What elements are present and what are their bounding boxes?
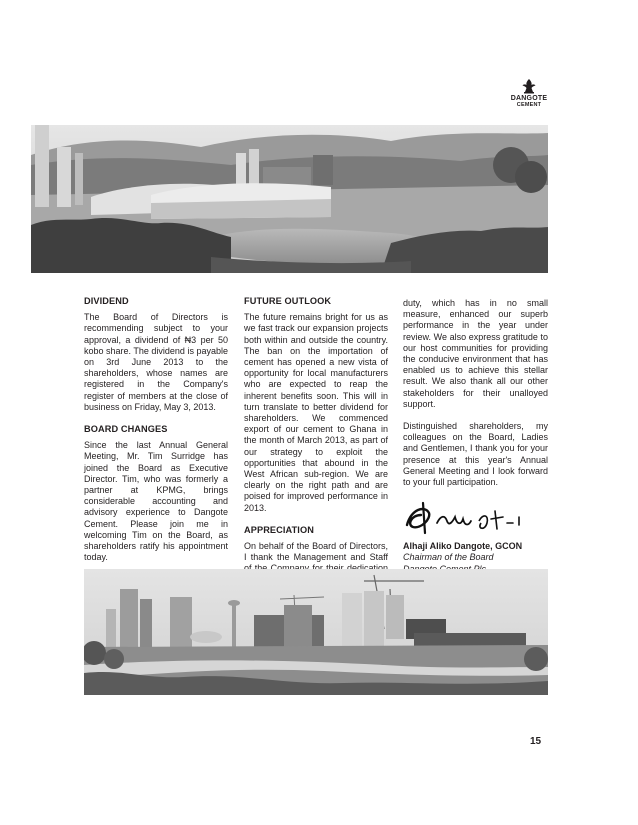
paragraph-future-outlook: The future remains bright for us as we fast track our expansion projects both within and outside the country. The ban on the importation of cement has opened a new vista of opportunity for local manufacturers who are expected to reap the inherent benefits soon. This will in turn translate to better dividend for shareholders. We commenced export of our cement to Ghana in the month of March 2013, as part of our strategy to exploit the opportunities that abound in the West African sub-region. We are clearly on the right path and are poised for improved performance in 2013. bbox=[244, 312, 388, 513]
heading-future-outlook: FUTURE OUTLOOK bbox=[244, 296, 332, 306]
page-number: 15 bbox=[530, 736, 542, 747]
paragraph-appreciation: On behalf of the Board of Directors, I thank the Management and Staff bbox=[244, 541, 388, 563]
paragraph-dividend: The Board of Directors is recommending subject to your approval, a dividend of ₦3 per 50 kobo share. The dividend is payable on 3rd June 2013 to the shareholders, whose names are registered in the Company's register of members at the close of business on Friday, May 3, 2013. bbox=[84, 312, 228, 412]
text-column-2 bbox=[244, 296, 388, 597]
text-column-1 bbox=[84, 296, 228, 574]
text-column-3 bbox=[403, 298, 548, 575]
logo-text-dangote: DANGOTE bbox=[510, 95, 548, 102]
dangote-cement-logo bbox=[500, 78, 558, 108]
paragraph-board-changes: Since the last Annual General Meeting, Mr. Tim Surridge has joined the Board as Executive Director. Tim, who was formerly a partner at KPMG, brings considerable accounting and advisory experience to Dangote Cement. Please join me in welcoming Tim on the Board, as shareholders ratify his appointment today. bbox=[84, 440, 228, 563]
heading-appreciation: APPRECIATION bbox=[244, 524, 314, 535]
heading-board-changes: BOARD CHANGES bbox=[84, 424, 168, 435]
dangote-emblem-icon bbox=[520, 78, 538, 94]
signatory-name: Alhaji Aliko Dangote, GCON bbox=[403, 541, 523, 552]
heading-dividend: DIVIDEND bbox=[84, 296, 129, 306]
logo-text-cement: CEMENT bbox=[516, 102, 542, 108]
handwritten-signature bbox=[403, 499, 548, 539]
paragraph-closing: Distinguished shareholders, my colleagues on the Board, Ladies and Gentlemen, I thank you for your presence at this year's Annual General Meeting and I look forward to your full participation. bbox=[403, 421, 548, 488]
signatory-title: Chairman of the Board bbox=[403, 552, 494, 563]
cement-plant-lake-photo bbox=[31, 125, 548, 273]
paragraph-gratitude: duty, which has in no small measure, enhanced our superb performance in the year under review. We also express gratitude to our host communities for providing the conducive environment that has enabled us to achieve this stellar result. We also thank all our other stakeholders for their unalloyed support. bbox=[403, 298, 548, 409]
cement-factory-photo bbox=[84, 569, 548, 695]
